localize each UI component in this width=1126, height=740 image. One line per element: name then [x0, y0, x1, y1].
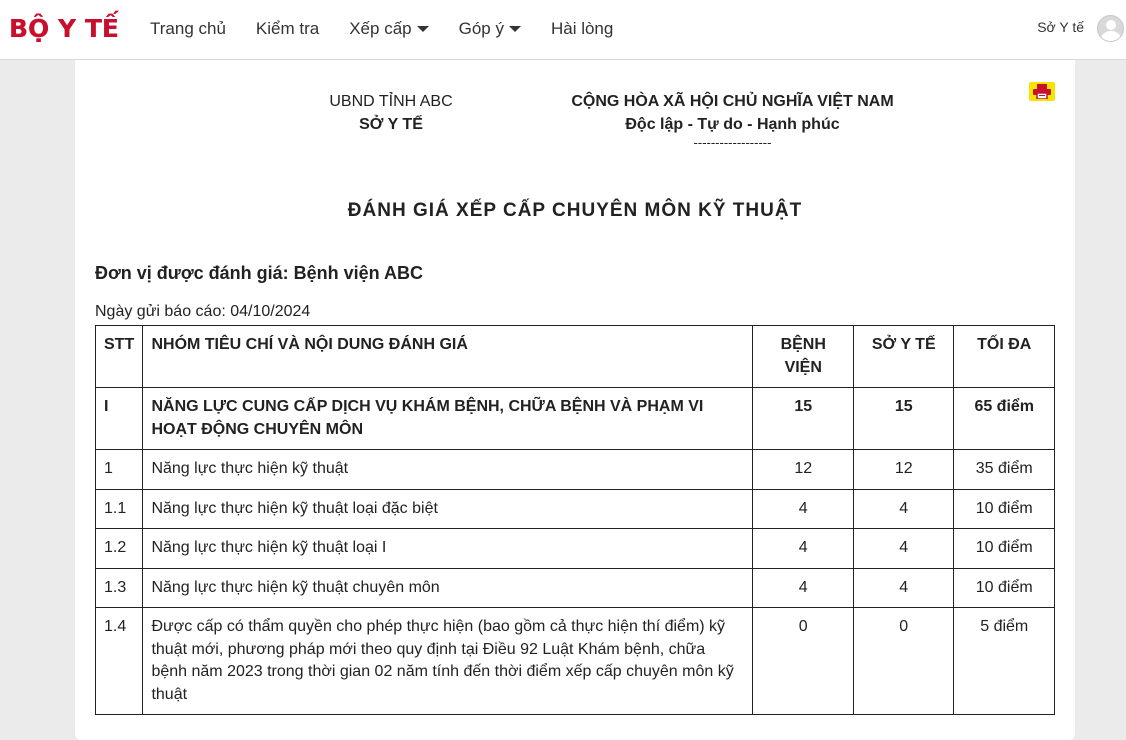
nav-feedback-dropdown[interactable]: [459, 18, 521, 42]
issuer-header: [311, 90, 471, 136]
cell-stt: I: [96, 388, 143, 450]
cell-hospital: 4: [753, 568, 854, 608]
cell-stt: 1.4: [96, 608, 143, 715]
cell-hospital: 4: [753, 529, 854, 569]
cell-stt: 1.2: [96, 529, 143, 569]
cell-criteria: Năng lực thực hiện kỹ thuật loại đặc biệt: [143, 489, 753, 529]
table-row: [96, 608, 1055, 715]
cell-criteria: NĂNG LỰC CUNG CẤP DỊCH VỤ KHÁM BỆNH, CHỮA BỆNH VÀ PHẠM VI HOẠT ĐỘNG CHUYÊN MÔN: [143, 388, 753, 450]
cell-max: 10 điểm: [954, 489, 1055, 529]
table-row: [96, 388, 1055, 450]
brand-logo[interactable]: BỘ Y TẾ: [9, 14, 119, 43]
report-date: Ngày gửi báo cáo: 04/10/2024: [95, 303, 311, 320]
printer-icon: [1033, 84, 1051, 99]
cell-stt: 1.1: [96, 489, 143, 529]
cell-max: 5 điểm: [954, 608, 1055, 715]
avatar[interactable]: [1097, 15, 1124, 42]
cell-criteria: Được cấp có thẩm quyền cho phép thực hiện (bao gồm cả thực hiện thí điểm) kỹ thuật mới, phương pháp mới theo quy định tại Điều 92 Luật Khám bệnh, chữa bệnh năm 2023 trong thời gian 02 năm tính đến thời điểm xếp cấp chuyên môn kỹ thuật: [143, 608, 753, 715]
page-title: ĐÁNH GIÁ XẾP CẤP CHUYÊN MÔN KỸ THUẬT: [347, 200, 803, 221]
evaluation-table: [95, 325, 1055, 715]
cell-stt: 1: [96, 450, 143, 490]
evaluated-unit: Đơn vị được đánh giá: Bệnh viện ABC: [95, 263, 423, 283]
col-hospital: BỆNH VIỆN: [753, 326, 854, 388]
cell-hospital: 12: [753, 450, 854, 490]
cell-max: 10 điểm: [954, 529, 1055, 569]
avatar-head-shape: [1106, 20, 1116, 30]
table-row: [96, 450, 1055, 490]
header-divider: ------------------: [693, 135, 772, 150]
avatar-body-shape: [1101, 31, 1121, 42]
caret-down-icon: [509, 26, 521, 32]
nav-ranking-dropdown[interactable]: [349, 18, 428, 42]
table-header-row: [96, 326, 1055, 388]
report-paper: [75, 60, 1075, 740]
nav-satisfaction[interactable]: Hài lòng: [550, 19, 614, 38]
cell-department: 4: [853, 489, 954, 529]
cell-stt: 1.3: [96, 568, 143, 608]
cell-criteria: Năng lực thực hiện kỹ thuật: [143, 450, 753, 490]
cell-department: 15: [853, 388, 954, 450]
col-department: SỞ Y TẾ: [853, 326, 954, 388]
cell-hospital: 4: [753, 489, 854, 529]
cell-max: 35 điểm: [954, 450, 1055, 490]
cell-department: 4: [853, 568, 954, 608]
cell-hospital: 0: [753, 608, 854, 715]
cell-department: 0: [853, 608, 954, 715]
cell-hospital: 15: [753, 388, 854, 450]
nav-home[interactable]: Trang chủ: [150, 19, 226, 38]
cell-criteria: Năng lực thực hiện kỹ thuật loại I: [143, 529, 753, 569]
table-row: [96, 529, 1055, 569]
col-stt: STT: [96, 326, 143, 388]
department-name: SỞ Y TẾ: [359, 116, 423, 133]
cell-department: 12: [853, 450, 954, 490]
cell-max: 65 điểm: [954, 388, 1055, 450]
nav-inspection[interactable]: Kiểm tra: [255, 19, 320, 38]
national-name: CỘNG HÒA XÃ HỘI CHỦ NGHĨA VIỆT NAM: [571, 93, 894, 110]
nav-ranking-label: Xếp cấp: [349, 19, 412, 38]
main-nav: [150, 18, 643, 42]
province-name: UBND TỈNH ABC: [329, 93, 453, 110]
nav-feedback-label: Góp ý: [458, 19, 504, 38]
col-criteria: NHÓM TIÊU CHÍ VÀ NỘI DUNG ĐÁNH GIÁ: [143, 326, 753, 388]
print-button[interactable]: [1029, 82, 1055, 101]
cell-department: 4: [853, 529, 954, 569]
cell-max: 10 điểm: [954, 568, 1055, 608]
table-row: [96, 568, 1055, 608]
user-name[interactable]: Sở Y tế: [1037, 19, 1084, 35]
top-navbar: [0, 0, 1126, 60]
national-motto: Độc lập - Tự do - Hạnh phúc: [625, 116, 840, 133]
col-max: TỐI ĐA: [954, 326, 1055, 388]
table-row: [96, 489, 1055, 529]
cell-criteria: Năng lực thực hiện kỹ thuật chuyên môn: [143, 568, 753, 608]
caret-down-icon: [417, 26, 429, 32]
national-header: [555, 90, 910, 150]
